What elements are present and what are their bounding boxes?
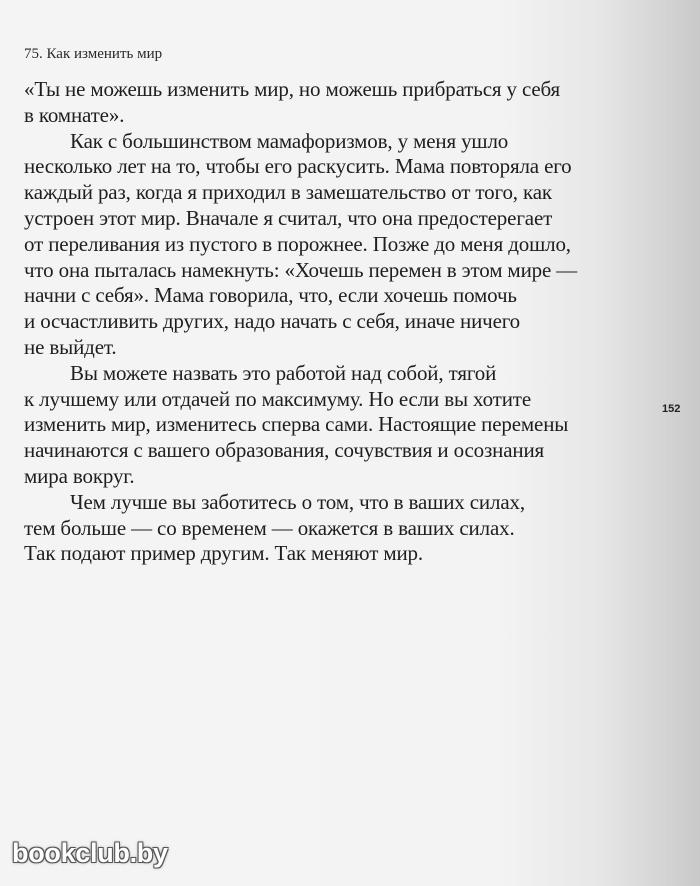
text-line: Как с большинством мамафоризмов, у меня ушло bbox=[70, 128, 509, 153]
text-line: устроен этот мир. Вначале я считал, что она предостерегает bbox=[24, 205, 553, 230]
text-line: каждый раз, когда я приходил в замешательство от того, как bbox=[24, 180, 552, 205]
body-text bbox=[24, 77, 624, 567]
text-line: изменить мир, изменитесь сперва сами. Настоящие перемены bbox=[24, 412, 569, 437]
watermark: bookclub.by bbox=[12, 838, 168, 868]
text-line: к лучшему или отдачей по максимуму. Но если вы хотите bbox=[24, 386, 531, 411]
text-line: мира вокруг. bbox=[24, 463, 135, 488]
running-head: 75. Как изменить мир bbox=[24, 46, 163, 62]
text-line: начни с себя». Мама говорила, что, если хочешь помочь bbox=[24, 283, 517, 308]
text-line: от переливания из пустого в порожнее. Позже до меня дошло, bbox=[24, 231, 571, 256]
text-line: что она пыталась намекнуть: «Хочешь перемен в этом мире — bbox=[24, 257, 578, 282]
text-line: «Ты не можешь изменить мир, но можешь прибраться у себя bbox=[24, 77, 561, 101]
text-line: начинаются с вашего образования, сочувствия и осознания bbox=[24, 438, 545, 463]
text-line: несколько лет на то, чтобы его раскусить. Мама повторяла его bbox=[24, 154, 572, 179]
text-line: Так подают пример другим. Так меняют мир. bbox=[24, 541, 423, 566]
text-line: в комнате». bbox=[24, 102, 125, 127]
text-line: не выйдет. bbox=[24, 334, 117, 359]
text-line: Чем лучше вы заботитесь о том, что в ваших силах, bbox=[70, 489, 525, 514]
text-line: тем больше — со временем — окажется в ваших силах. bbox=[24, 515, 515, 540]
text-line: Вы можете назвать это работой над собой, тягой bbox=[70, 360, 497, 385]
page-number: 152 bbox=[662, 403, 681, 415]
text-line: и осчастливить других, надо начать с себя, иначе ничего bbox=[24, 309, 521, 334]
